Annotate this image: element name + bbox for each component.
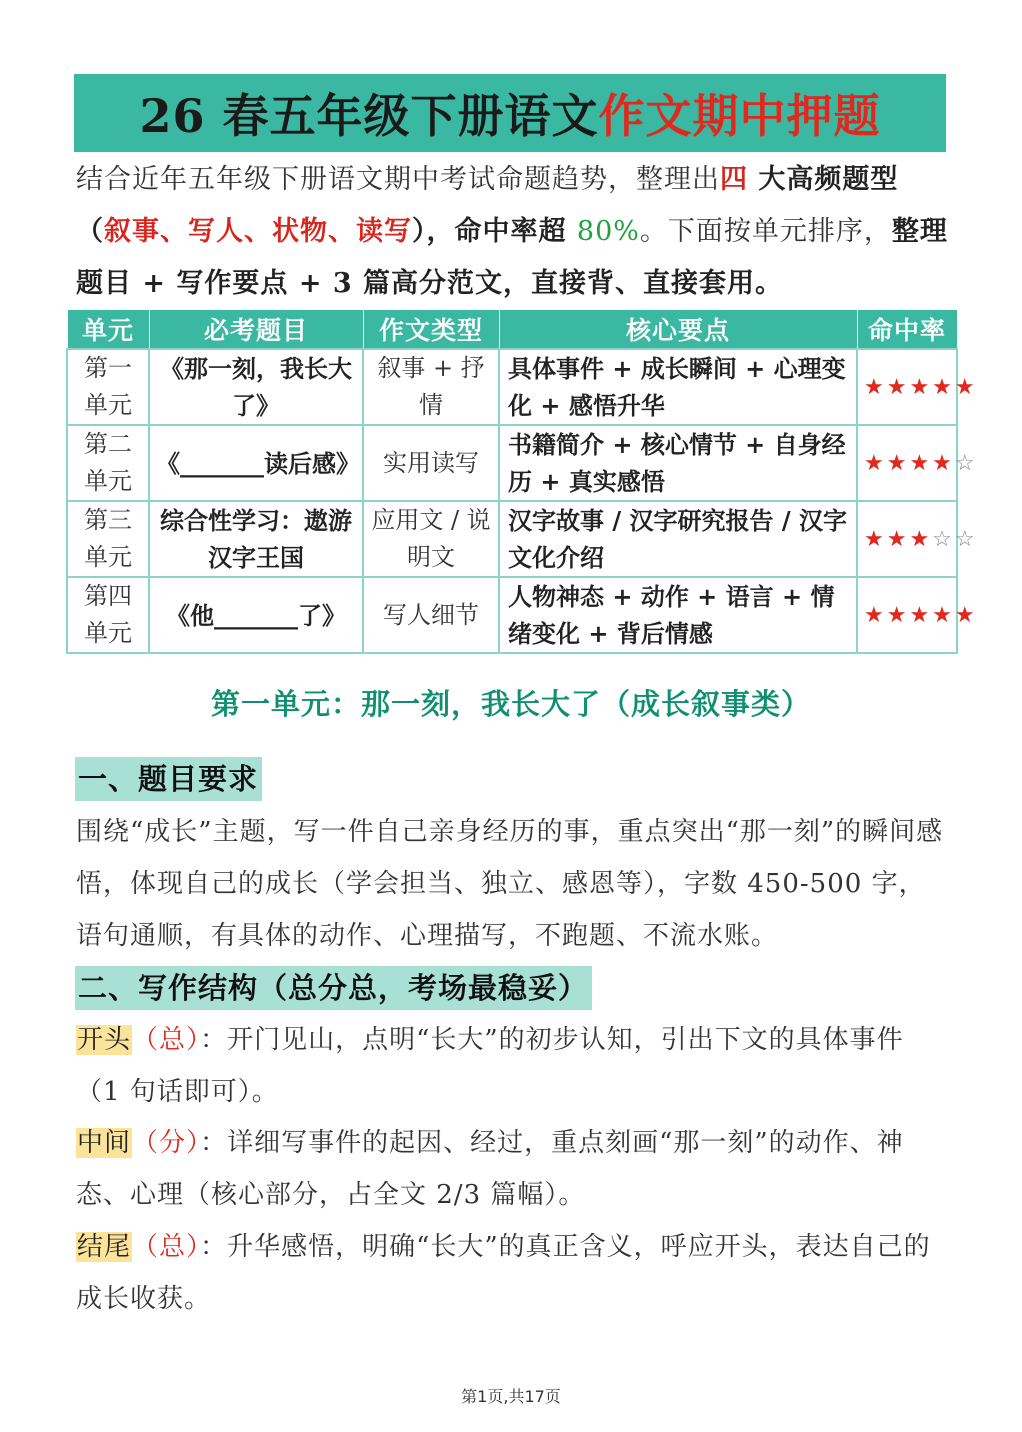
cell-topic: 《他_______了》: [149, 577, 363, 653]
header-topic: 必考题目: [149, 310, 363, 350]
intro-rate: 80%: [576, 216, 640, 247]
intro-text-1: 结合近年五年级下册语文期中考试命题趋势，整理出: [76, 164, 720, 195]
star-icon: ★★★★★: [864, 374, 978, 400]
header-unit: 单元: [67, 310, 149, 350]
cell-rate: [857, 425, 978, 501]
table-row: [67, 577, 957, 653]
table-header-row: [67, 310, 957, 350]
cell-rate: [857, 577, 978, 653]
cell-rate: [857, 349, 978, 425]
cell-topic: 《_______读后感》: [149, 425, 363, 501]
intro-types: 叙事、写人、状物、读写: [104, 216, 412, 247]
table-row: [67, 425, 957, 501]
structure-item-middle: 中间（分）：详细写事件的起因、经过，重点刻画“那一刻”的动作、神态、心理（核心部分，占全文 2/3 篇幅）。: [76, 1128, 904, 1210]
structure-text: ：开门见山，点明“长大”的初步认知，引出下文的具体事件（1 句话即可）。: [76, 1025, 904, 1107]
intro-paragraph: [76, 154, 948, 310]
star-icon: ★★★: [864, 526, 933, 552]
cell-points: 汉字故事 / 汉字研究报告 / 汉字文化介绍: [499, 501, 857, 577]
cell-type: 应用文 / 说明文: [363, 501, 499, 577]
cell-rate: [857, 501, 978, 577]
cell-points: 具体事件 + 成长瞬间 + 心理变化 + 感悟升华: [499, 349, 857, 425]
section-heading-requirements: 一、题目要求: [75, 757, 262, 801]
header-type: 作文类型: [363, 310, 499, 350]
intro-text-4: 。下面按单元排序，: [639, 216, 892, 247]
cell-topic: 《那一刻，我长大了》: [149, 349, 363, 425]
header-points: 核心要点: [499, 310, 857, 350]
structure-tag: 总: [159, 1025, 187, 1055]
units-table: [66, 309, 978, 654]
intro-text-5: 整理题目 + 写作要点 + 3 篇高分范文，直接背、直接套用。: [76, 216, 948, 299]
empty-star-icon: ☆☆: [932, 526, 978, 552]
structure-item-opening: 开头（总）：开门见山，点明“长大”的初步认知，引出下文的具体事件（1 句话即可）。: [76, 1025, 904, 1107]
structure-label: 开头: [77, 1025, 132, 1055]
empty-star-icon: ☆: [954, 450, 978, 476]
cell-type: 实用读写: [363, 425, 499, 501]
structure-item-ending: 结尾（总）：升华感悟，明确“长大”的真正含义，呼应开头，表达自己的成长收获。: [76, 1232, 931, 1314]
intro-number: 四: [720, 164, 748, 195]
structure-tag: 分: [159, 1128, 187, 1158]
intro-text-2: 大高频题型（: [76, 164, 899, 247]
structure-tag: 总: [159, 1232, 187, 1262]
intro-text-3: ），命中率超: [412, 216, 577, 247]
cell-unit: 第四单元: [67, 577, 149, 653]
cell-unit: 第三单元: [67, 501, 149, 577]
structure-text: ：升华感悟，明确“长大”的真正含义，呼应开头，表达自己的成长收获。: [76, 1232, 931, 1314]
page-title: [74, 74, 946, 152]
table-row: [67, 349, 957, 425]
structure-label: 结尾: [77, 1232, 132, 1262]
star-icon: ★★★★: [864, 450, 955, 476]
title-highlight: 作文期中押题: [598, 89, 881, 143]
cell-type: 写人细节: [363, 577, 499, 653]
cell-type: 叙事 + 抒情: [363, 349, 499, 425]
cell-unit: 第一单元: [67, 349, 149, 425]
section-heading-structure: 二、写作结构（总分总，考场最稳妥）: [75, 966, 592, 1010]
requirements-paragraph: 围绕“成长”主题，写一件自己亲身经历的事，重点突出“那一刻”的瞬间感悟，体现自己的成长（学会担当、独立、感恩等），字数 450-500 字，语句通顺，有具体的动作、心理描写，不跑题、不流水账。: [76, 817, 944, 951]
header-rate: 命中率: [857, 310, 957, 350]
cell-points: 人物神态 + 动作 + 语言 + 情绪变化 + 背后情感: [499, 577, 857, 653]
cell-topic: 综合性学习：遨游汉字王国: [149, 501, 363, 577]
structure-label: 中间: [77, 1128, 132, 1158]
page-footer: 第1页,共17页: [461, 1387, 561, 1406]
title-main: 26 春五年级下册语文: [139, 89, 599, 143]
cell-points: 书籍简介 + 核心情节 + 自身经历 + 真实感悟: [499, 425, 857, 501]
unit-heading: 第一单元：那一刻，我长大了（成长叙事类）: [210, 687, 811, 721]
star-icon: ★★★★★: [864, 602, 978, 628]
table-row: [67, 501, 957, 577]
structure-text: ：详细写事件的起因、经过，重点刻画“那一刻”的动作、神态、心理（核心部分，占全文 2/3 篇幅）。: [76, 1128, 904, 1210]
cell-unit: 第二单元: [67, 425, 149, 501]
